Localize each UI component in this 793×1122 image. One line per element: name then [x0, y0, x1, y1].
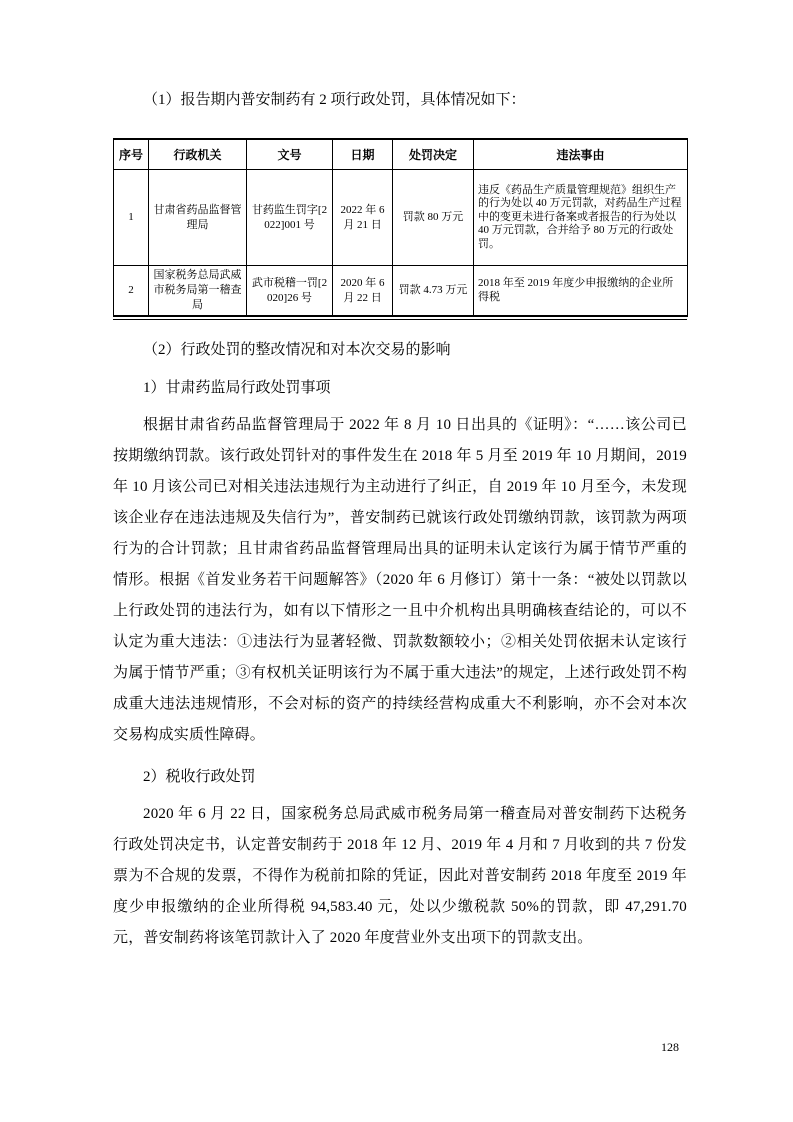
section-heading-rectification: （2）行政处罚的整改情况和对本次交易的影响 [143, 342, 451, 358]
cell-date: 2020 年 6 月 22 日 [333, 266, 393, 317]
col-header-date: 日期 [333, 139, 393, 170]
penalty-table [113, 138, 688, 317]
cell-violation: 违反《药品生产质量管理规范》组织生产的行为处以 40 万元罚款，对药品生产过程中的变更未进行备案或者报告的行为处以 40 万元罚款，合并给予 80 万元的行政处罚。 [474, 170, 688, 266]
cell-date: 2022 年 6 月 21 日 [333, 170, 393, 266]
section-heading-penalties: （1）报告期内普安制药有 2 项行政处罚，具体情况如下： [143, 92, 526, 108]
subsection-heading-tax: 2）税收行政处罚 [143, 769, 256, 785]
cell-authority: 国家税务总局武威市税务局第一稽查局 [149, 266, 247, 317]
table-row [114, 266, 688, 317]
cell-decision: 罚款 4.73 万元 [393, 266, 474, 317]
col-header-violation: 违法事由 [474, 139, 688, 170]
cell-seq: 2 [114, 266, 149, 317]
table-row [114, 170, 688, 266]
cell-seq: 1 [114, 170, 149, 266]
cell-violation: 2018 年至 2019 年度少申报缴纳的企业所得税 [474, 266, 688, 317]
subsection-heading-gansu: 1）甘肃药监局行政处罚事项 [143, 380, 331, 396]
cell-doc-no: 甘药监生罚字[2022]001 号 [247, 170, 333, 266]
cell-authority: 甘肃省药品监督管理局 [149, 170, 247, 266]
paragraph-tax-penalty: 2020 年 6 月 22 日，国家税务总局武威市税务局第一稽查局对普安制药下达税务行政处罚决定书，认定普安制药于 2018 年 12 月、2019 年 4 月和 7 月收到的共 7 份发票为不合规的发票，不得作为税前扣除的凭证，因此对普安制药 2018 年度至 2019 年度少申报缴纳的企业所得税 94,583.40 元，处以少缴税款 50%的罚款，即 47,291.70 元，普安制药将该笔罚款计入了 2020 年度营业外支出项下的罚款支出。 [113, 806, 687, 946]
cell-doc-no: 武市税稽一罚[2020]26 号 [247, 266, 333, 317]
col-header-decision: 处罚决定 [393, 139, 474, 170]
page-number: 128 [661, 1040, 679, 1054]
col-header-doc-no: 文号 [247, 139, 333, 170]
paragraph-gansu-penalty: 根据甘肃省药品监督管理局于 2022 年 8 月 10 日出具的《证明》：“……该公司已按期缴纳罚款。该行政处罚针对的事件发生在 2018 年 5 月至 2019 年 10 月期间，2019 年 10 月该公司已对相关违法违规行为主动进行了纠正，自 2019 年 10 月至今，未发现该企业存在违法违规及失信行为”，普安制药已就该行政处罚缴纳罚款，该罚款为两项行为的合计罚款；且甘肃省药品监督管理局出具的证明未认定该行为属于情节严重的情形。根据《首发业务若干问题解答》（2020 年 6 月修订）第十一条：“被处以罚款以上行政处罚的违法行为，如有以下情形之一且中介机构出具明确核查结论的，可以不认定为重大违法：①违法行为显著轻微、罚款数额较小；②相关处罚依据未认定该行为属于情节严重；③有权机关证明该行为不属于重大违法”的规定，上述行政处罚不构成重大违法违规情形，不会对标的资产的持续经营构成重大不利影响，亦不会对本次交易构成实质性障碍。 [113, 417, 687, 743]
cell-decision: 罚款 80 万元 [393, 170, 474, 266]
col-header-seq: 序号 [114, 139, 149, 170]
col-header-authority: 行政机关 [149, 139, 247, 170]
penalty-table-wrap [113, 138, 687, 320]
table-header-row [114, 139, 688, 170]
